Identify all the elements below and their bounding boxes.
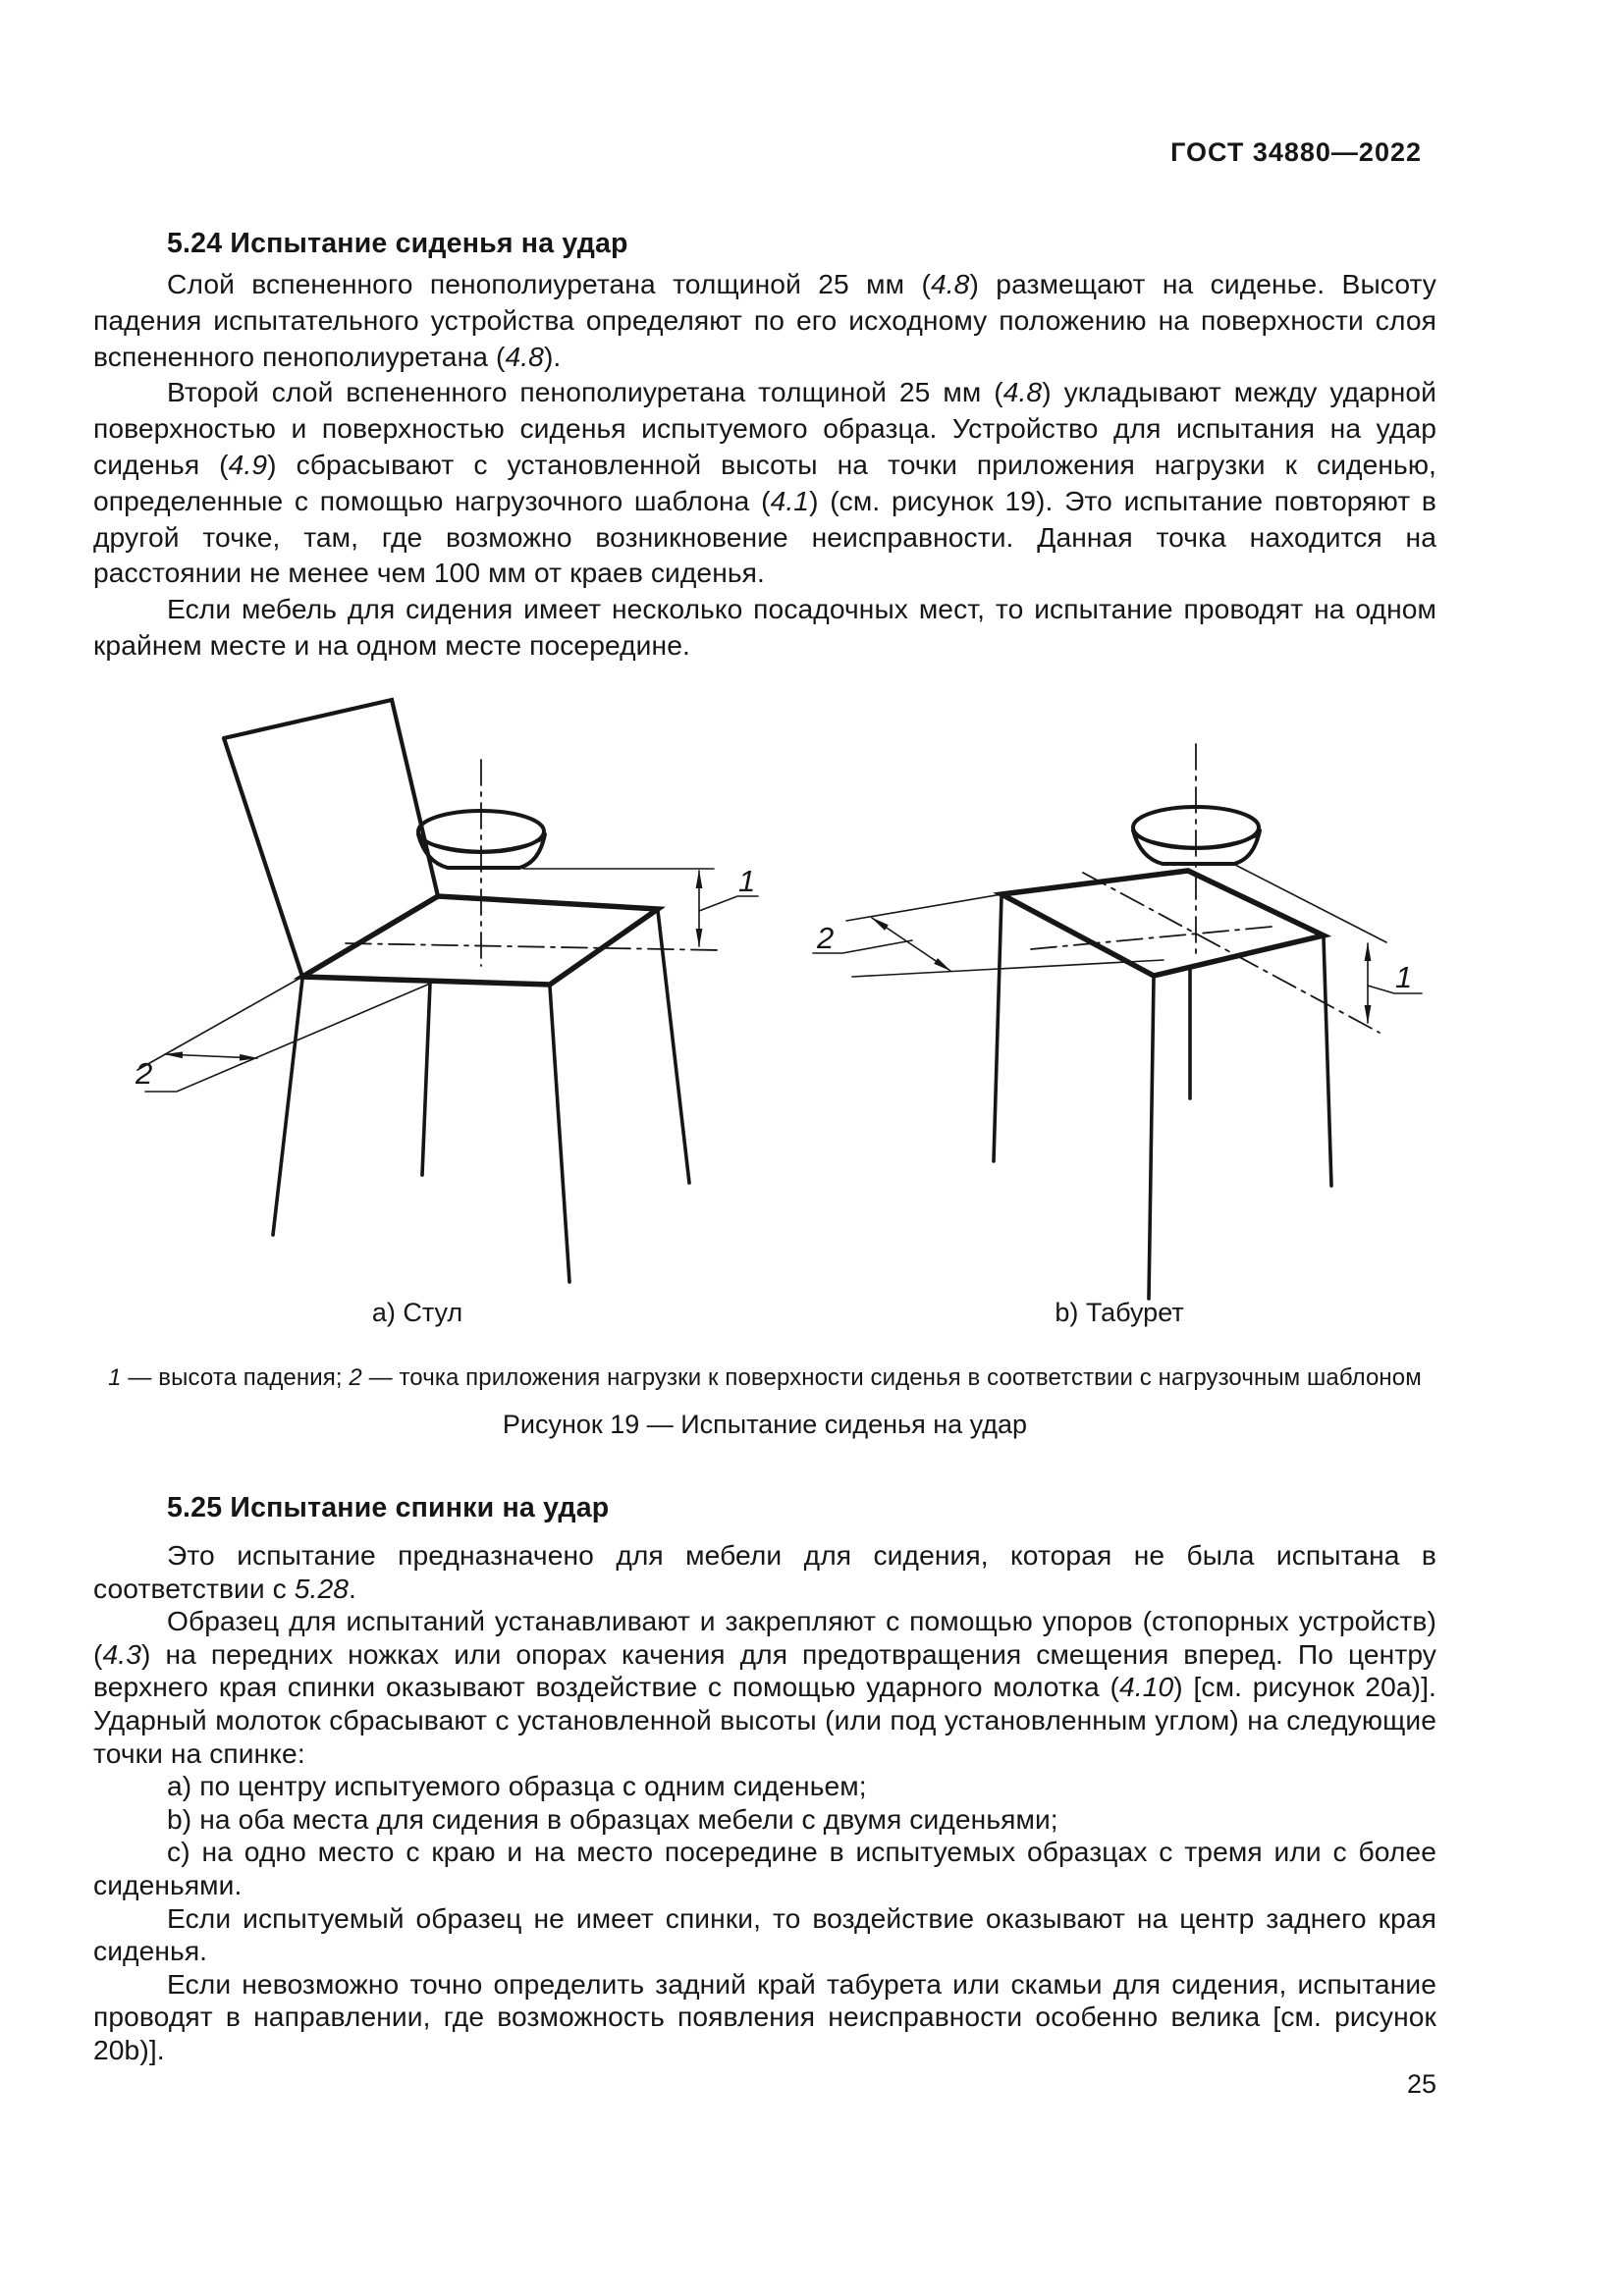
section-5-24-body (93, 266, 1436, 664)
paragraph: Если невозможно точно определить задний край табурета или скамьи для сидения, испытание проводят в направлении, где возможность появления неисправности особенно велика [см. рисунок 20b)]. (93, 1967, 1436, 2065)
stool-dim1-label: 1 (1395, 960, 1413, 994)
paragraph: Второй слой вспененного пенополиуретана толщиной 25 мм (4.8) укладывают между ударной поверхностью и поверхностью сиденья испытуемого образца. Устройство для испытания на удар сиденья (4.9) сбрасывают с установленной высоты на точки приложения нагрузки к сиденью, определенные с помощью нагрузочного шаблона (4.1) (см. рисунок 19). Это испытание повторяют в другой точке, там, где возможно возникновение неисправности. Данная точка находится на расстоянии не менее чем 100 мм от краев сиденья. (93, 376, 1436, 589)
chair-leg (273, 979, 302, 1235)
figure-legend: 1 — высота падения; 2 — точка приложения нагрузки к поверхности сиденья в соответствии с нагрузочным шаблоном (108, 1364, 1422, 1391)
chair-leg (550, 987, 569, 1282)
chair-dim2-ext-line-2 (145, 984, 430, 1092)
paragraph: Если испытуемый образец не имеет спинки, то воздействие оказывают на центр заднего края сиденья. (93, 1901, 1436, 1967)
paragraph: Слой вспененного пенополиуретана толщиной 25 мм (4.8) размещают на сиденье. Высоту падения испытательного устройства определяют по его исходному положению на поверхности слоя вспененного пенополиуретана (4.8). (93, 268, 1436, 372)
list-item-c: c) на одно место с краю и на место посередине в испытуемых образцах с тремя или с более сиденьями. (93, 1836, 1436, 1900)
chair-dim2-arrow (165, 1054, 257, 1058)
chair-dim1-leader (699, 896, 758, 911)
chair-dim1-label: 1 (738, 864, 756, 898)
figure-caption-chair: a) Стул (371, 1298, 463, 1327)
paragraph: Это испытание предназначено для мебели для сидения, которая не была испытана в соответствии с 5.28. (93, 1539, 1436, 1604)
chair-drawing (135, 700, 758, 1282)
chair-dim2-label: 2 (135, 1056, 153, 1091)
section-5-25-body (93, 1539, 1436, 2067)
figure-caption-stool: b) Табурет (1055, 1298, 1184, 1327)
stool-drawing (813, 744, 1422, 1299)
paragraph: Если мебель для сидения имеет несколько посадочных мест, то испытание проводят на одном крайнем месте и на одном месте посередине. (93, 593, 1436, 661)
section-5-24-heading: 5.24 Испытание сиденья на удар (167, 228, 628, 259)
list-item-b: b) на оба места для сидения в образцах мебели с двумя сиденьями; (167, 1802, 1058, 1835)
stool-dim2-label: 2 (817, 921, 835, 955)
list-item-a: a) по центру испытуемого образца с одним сиденьем; (167, 1770, 867, 1802)
chair-seat (302, 896, 658, 985)
chair-leg (422, 984, 430, 1175)
chair-leg (658, 911, 689, 1183)
stool-leg (1324, 937, 1331, 1186)
stool-dim2-arrow (872, 918, 950, 971)
stool-leg (994, 896, 1001, 1161)
stool-dim2-ext-line-1 (846, 894, 1001, 921)
stool-leg (1149, 978, 1154, 1299)
figure-19-drawing (79, 677, 1453, 1315)
page-number: 25 (1406, 2069, 1436, 2099)
figure-title: Рисунок 19 — Испытание сиденья на удар (502, 1410, 1028, 1439)
stool-centerline-seat-2 (1083, 873, 1380, 1033)
doc-code-header: ГОСТ 34880—2022 (1170, 137, 1422, 167)
section-5-25-heading: 5.25 Испытание спинки на удар (167, 1492, 610, 1523)
stool-dim2-ext-line-2 (852, 960, 1164, 977)
chair-backrest (224, 700, 438, 977)
paragraph: Образец для испытаний устанавливают и закрепляют с помощью упоров (стопорных устройств) (4.3) на передних ножках или опорах качения для предотвращения смещения вперед. По центру верхнего края спинки оказывают воздействие с помощью ударного молотка (4.10) [см. рисунок 20а)]. Ударный молоток сбрасывают с установленной высоты (или под установленным углом) на следующие точки на спинке: (93, 1605, 1436, 1769)
